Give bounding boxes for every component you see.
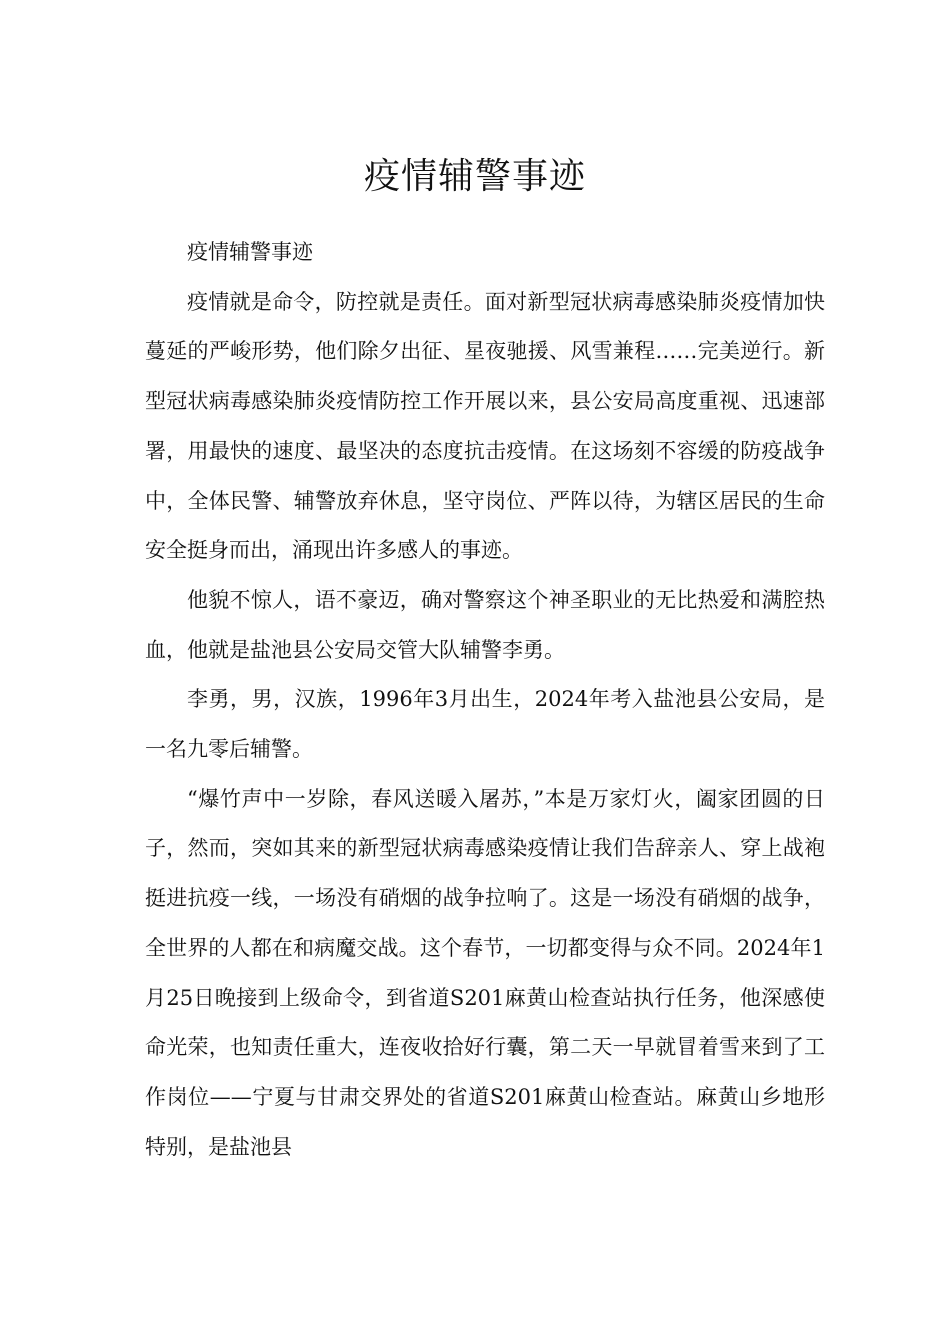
paragraph-story: “爆竹声中一岁除，春风送暖入屠苏，”本是万家灯火，阖家团圆的日子，然而，突如其来的新型冠状病毒感染疫情让我们告辞亲人、穿上战袍挺进抗疫一线，一场没有硝烟的战争拉响了。这是一场没有硝烟的战争，全世界的人都在和病魔交战。这个春节，一切都变得与众不同。2024年1月25日晚接到上级命令，到省道S201麻黄山检查站执行任务，他深感使命光荣，也知责任重大，连夜收拾好行囊，第二天一早就冒着雪来到了工作岗位——宁夏与甘肃交界处的省道S201麻黄山检查站。麻黄山乡地形特别，是盐池县 <box>145 786 825 1159</box>
paragraph-intro: 疫情就是命令，防控就是责任。面对新型冠状病毒感染肺炎疫情加快蔓延的严峻形势，他们除夕出征、星夜驰援、风雪兼程……完美逆行。新型冠状病毒感染肺炎疫情防控工作开展以来，县公安局高度重视、迅速部署，用最快的速度、最坚决的态度抗击疫情。在这场刻不容缓的防疫战争中，全体民警、辅警放弃休息，坚守岗位、严阵以待，为辖区居民的生命安全挺身而出，涌现出许多感人的事迹。 <box>145 289 825 563</box>
document-title: 疫情辅警事迹 <box>363 156 586 198</box>
paragraph-subtitle: 疫情辅警事迹 <box>187 240 313 264</box>
document-body <box>145 228 825 1172</box>
paragraph-profile: 李勇，男，汉族，1996年3月出生，2024年考入盐池县公安局，是一名九零后辅警。 <box>145 687 825 762</box>
paragraph-introduction-of-li-yong: 他貌不惊人，语不豪迈，确对警察这个神圣职业的无比热爱和满腔热血，他就是盐池县公安局交管大队辅警李勇。 <box>145 587 825 662</box>
